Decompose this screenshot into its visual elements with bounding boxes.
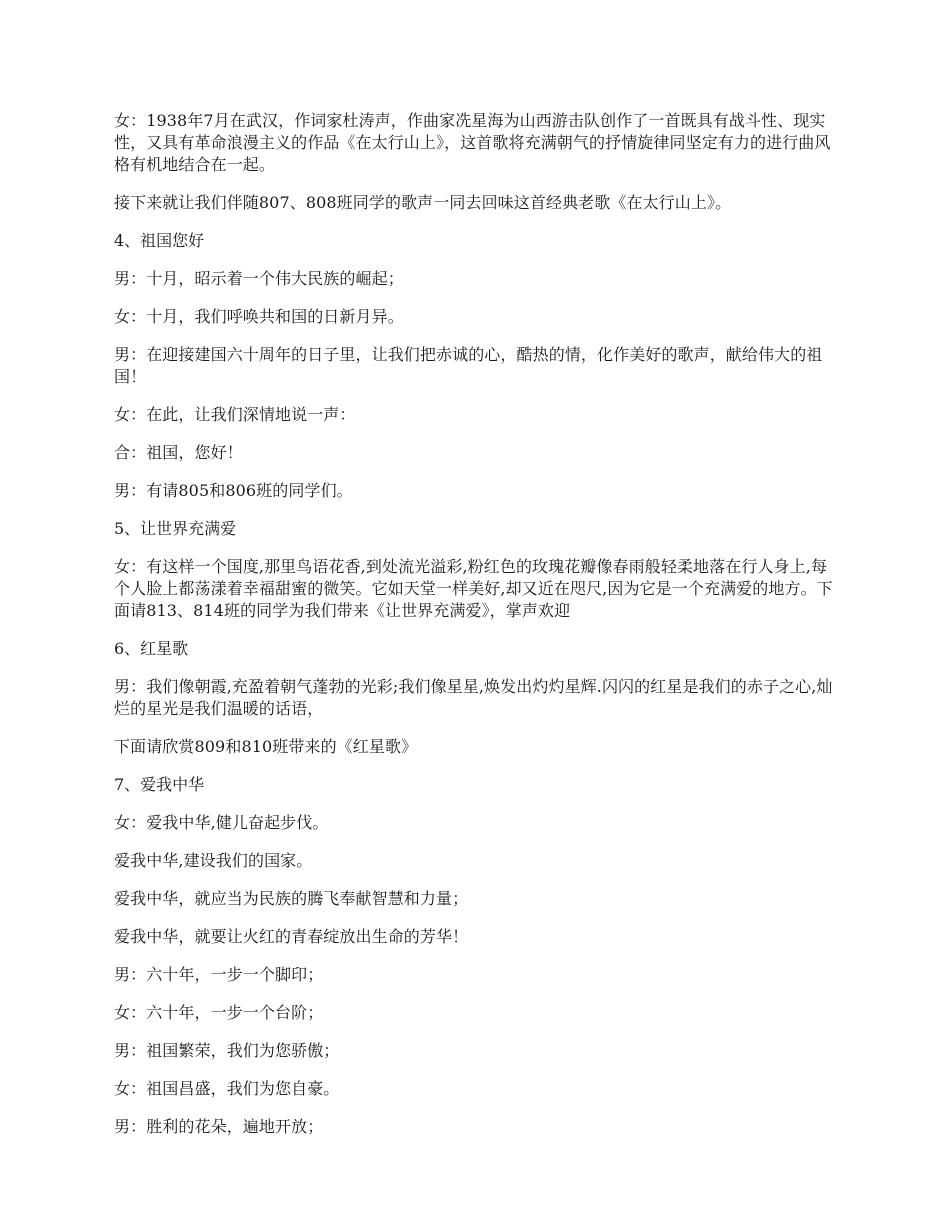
paragraph-line: 女：祖国昌盛，我们为您自豪。 <box>114 1079 340 1098</box>
paragraph-line: 男：胜利的花朵，遍地开放； <box>114 1117 324 1136</box>
section-heading-6: 6、红星歌 <box>114 639 189 658</box>
paragraph-line: 下面请欣赏809和810班带来的《红星歌》 <box>114 737 418 756</box>
paragraph-line: 爱我中华，就应当为民族的腾飞奉献智慧和力量； <box>114 889 469 908</box>
paragraph-line: 合：祖国，您好！ <box>114 443 243 462</box>
paragraph-line: 女：十月，我们呼唤共和国的日新月异。 <box>114 307 404 326</box>
paragraph-line: 爱我中华，就要让火红的青春绽放出生命的芳华！ <box>114 927 469 946</box>
paragraph-line: 女：六十年，一步一个台阶； <box>114 1003 324 1022</box>
paragraph-line: 男：六十年，一步一个脚印； <box>114 965 324 984</box>
paragraph-line: 男：在迎接建国六十周年的日子里，让我们把赤诚的心，酷热的情，化作美好的歌声，献给伟大的祖国！ <box>114 345 823 386</box>
section-heading-5: 5、让世界充满爱 <box>114 519 237 538</box>
paragraph-taihang-invite: 接下来就让我们伴随807、808班同学的歌声一同去回味这首经典老歌《在太行山上》。 <box>114 193 732 212</box>
paragraph-line: 女：爱我中华,健儿奋起步伐。 <box>114 813 329 832</box>
paragraph-intro-taihang: 女：1938年7月在武汉，作词家杜涛声，作曲家冼星海为山西游击队创作了一首既具有战斗性、现实性，又具有革命浪漫主义的作品《在太行山上》，这首歌将充满朝气的抒情旋律同坚定有力的进行曲风格有机地结合在一起。 <box>114 111 831 174</box>
paragraph-line: 男：祖国繁荣，我们为您骄傲； <box>114 1041 340 1060</box>
paragraph-line: 女：在此，让我们深情地说一声： <box>114 405 356 424</box>
paragraph-red-star: 男：我们像朝霞,充盈着朝气蓬勃的光彩;我们像星星,焕发出灼灼星辉.闪闪的红星是我们的赤子之心,灿烂的星光是我们温暖的话语， <box>114 677 833 718</box>
paragraph-love-world: 女：有这样一个国度,那里鸟语花香,到处流光溢彩,粉红色的玫瑰花瓣像春雨般轻柔地落在行人身上,每个人脸上都荡漾着幸福甜蜜的微笑。它如天堂一样美好,却又近在咫尺,因为它是一个充满爱的地方。下面请813、814班的同学为我们带来《让世界充满爱》，掌声欢迎 <box>114 557 833 620</box>
paragraph-line: 爱我中华,建设我们的国家。 <box>114 851 313 870</box>
section-heading-7: 7、爱我中华 <box>114 775 205 794</box>
paragraph-line: 男：有请805和806班的同学们。 <box>114 481 353 500</box>
paragraph-line: 男：十月，昭示着一个伟大民族的崛起； <box>114 269 404 288</box>
section-heading-4: 4、祖国您好 <box>114 231 205 250</box>
